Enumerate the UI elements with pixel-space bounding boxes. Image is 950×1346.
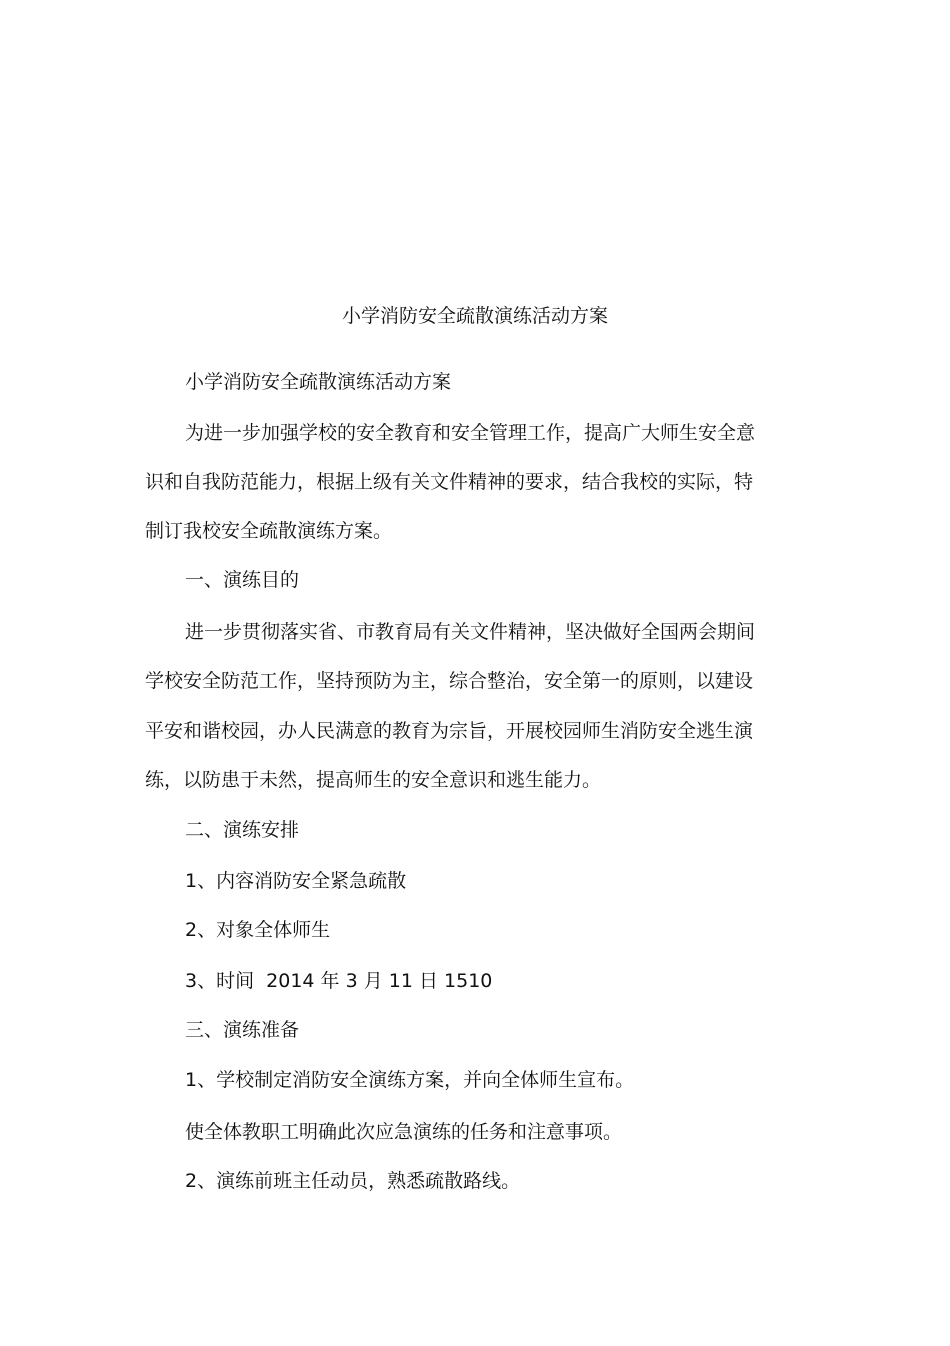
section-3-heading: 三、演练准备 [185,1019,300,1041]
intro-line-3: 制订我校安全疏散演练方案。 [145,520,393,542]
section-1-body-line-3: 平安和谐校园，办人民满意的教育为宗旨，开展校园师生消防安全逃生演 [145,720,754,742]
section-1-body-line-1: 进一步贯彻落实省、市教育局有关文件精神，坚决做好全国两会期间 [185,621,756,643]
document-subtitle: 小学消防安全疏散演练活动方案 [185,371,452,393]
section-2-item-2: 2、对象全体师生 [185,919,331,941]
document-title: 小学消防安全疏散演练活动方案 [341,305,608,327]
section-1-body-line-2: 学校安全防范工作，坚持预防为主，综合整治，安全第一的原则，以建设 [145,670,754,692]
section-2-item-1: 1、内容消防安全紧急疏散 [185,870,407,892]
section-3-item-1-continued: 使全体教职工明确此次应急演练的任务和注意事项。 [185,1121,623,1143]
section-3-item-1: 1、学校制定消防安全演练方案，并向全体师生宣布。 [185,1069,635,1091]
intro-line-1: 为进一步加强学校的安全教育和安全管理工作，提高广大师生安全意 [185,422,756,444]
intro-line-2: 识和自我防范能力，根据上级有关文件精神的要求，结合我校的实际，特 [145,471,754,493]
section-3-item-2: 2、演练前班主任动员，熟悉疏散路线。 [185,1170,521,1192]
section-1-heading: 一、演练目的 [185,569,300,591]
section-1-body-line-4: 练，以防患于未然，提高师生的安全意识和逃生能力。 [145,769,602,791]
section-2-item-3: 3、时间 2014 年 3 月 11 日 1510 [185,970,493,992]
section-2-heading: 二、演练安排 [185,819,300,841]
